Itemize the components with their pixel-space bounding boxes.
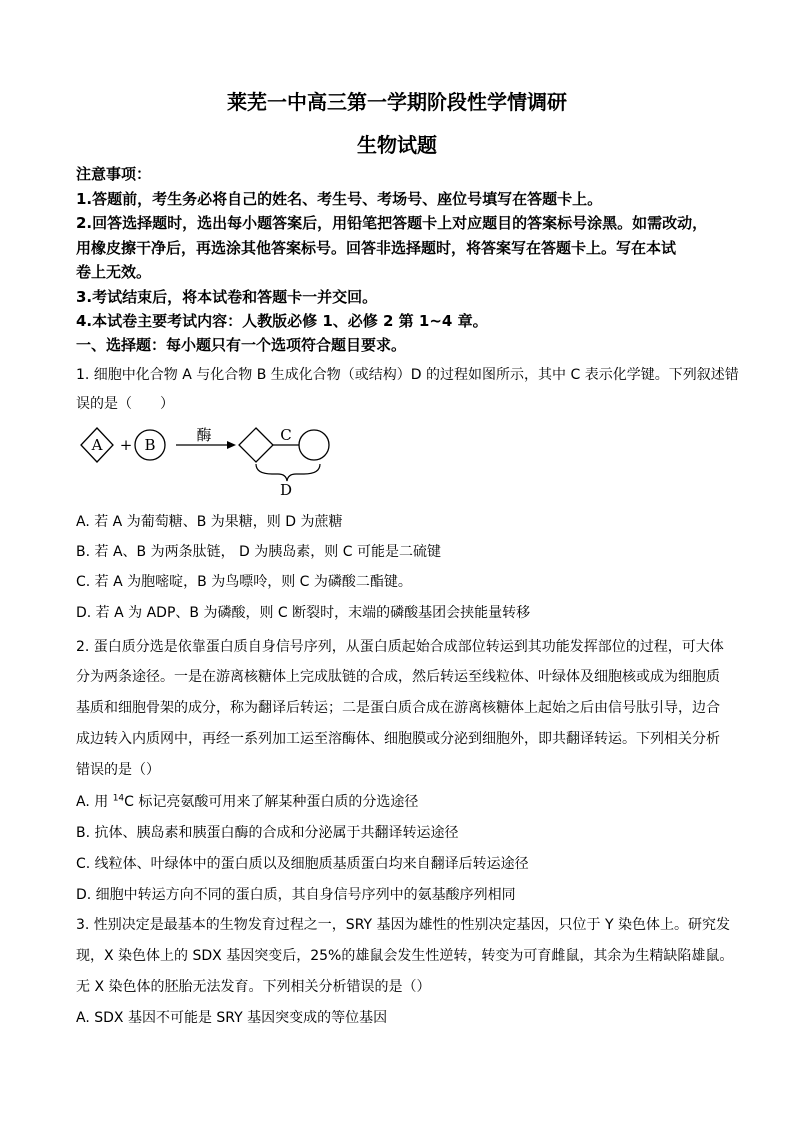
q2-option-a-prefix: A. 用 xyxy=(76,794,113,810)
q1-option-a: A. 若 A 为葡萄糖、B 为果糖，则 D 为蔗糖 xyxy=(76,514,343,530)
notice-line-4: 4.本试卷主要考试内容：人教版必修 1、必修 2 第 1~4 章。 xyxy=(76,312,488,330)
q1-option-b: B. 若 A、B 为两条肽链， D 为胰岛素，则 C 可能是二硫键 xyxy=(76,544,441,560)
exam-subtitle: 生物试题 xyxy=(357,133,437,157)
enzyme-label: 酶 xyxy=(196,426,212,444)
notice-line-2c: 卷上无效。 xyxy=(76,263,152,281)
plus-sign: + xyxy=(119,436,133,454)
diamond-d-shape xyxy=(239,428,273,462)
isotope-mass-number: 14 xyxy=(112,793,125,804)
q1-stem-line-2: 误的是（ ） xyxy=(76,396,174,412)
label-b: B xyxy=(144,436,156,454)
circle-d-shape xyxy=(299,430,329,460)
notice-heading: 注意事项： xyxy=(76,165,152,183)
label-a: A xyxy=(91,436,103,454)
q2-option-b: B. 抗体、胰岛素和胰蛋白酶的合成和分泌属于共翻译转运途径 xyxy=(76,825,459,841)
q2-option-a-text: C 标记亮氨酸可用来了解某种蛋白质的分选途径 xyxy=(124,794,419,810)
q3-stem-line-1: 3. 性别决定是最基本的生物发育过程之一，SRY 基因为雄性的性别决定基因，只位于 Y 染色体上。研究发 xyxy=(76,917,730,933)
label-c: C xyxy=(280,426,292,444)
q2-option-c: C. 线粒体、叶绿体中的蛋白质以及细胞质基质蛋白均来自翻译后转运途径 xyxy=(76,856,529,872)
notice-line-2b: 用橡皮擦干净后，再选涂其他答案标号。回答非选择题时，将答案写在答题卡上。写在本试 xyxy=(76,239,677,257)
section-heading: 一、选择题：每小题只有一个选项符合题目要求。 xyxy=(76,336,407,354)
q2-stem-line-5: 错误的是（） xyxy=(76,762,160,778)
brace-d xyxy=(256,464,320,481)
notice-line-3: 3.考试结束后，将本试卷和答题卡一并交回。 xyxy=(76,288,378,306)
q2-stem-line-1: 2. 蛋白质分选是依靠蛋白质自身信号序列，从蛋白质起始合成部位转运到其功能发挥部位的过程，可大体 xyxy=(76,639,724,655)
q2-option-a xyxy=(76,791,418,811)
notice-line-1: 1.答题前，考生务必将自己的姓名、考生号、考场号、座位号填写在答题卡上。 xyxy=(76,190,603,208)
arrow-head xyxy=(227,441,236,449)
q2-stem-line-4: 成边转入内质网中，再经一系列加工运至溶酶体、细胞膜或分泌到细胞外，即共翻译转运。下列相关分析 xyxy=(76,731,720,747)
q2-stem-line-3: 基质和细胞骨架的成分，称为翻译后转运；二是蛋白质合成在游离核糖体上起始之后由信号肽引导，边合 xyxy=(76,700,720,716)
q1-diagram xyxy=(76,418,346,500)
exam-title: 莱芜一中高三第一学期阶段性学情调研 xyxy=(227,90,567,114)
q1-option-c: C. 若 A 为胞嘧啶，B 为鸟嘌呤，则 C 为磷酸二酯键。 xyxy=(76,574,412,590)
q2-option-d: D. 细胞中转运方向不同的蛋白质，其自身信号序列中的氨基酸序列相同 xyxy=(76,887,516,903)
label-d: D xyxy=(279,481,293,499)
q3-stem-line-2: 现，X 染色体上的 SDX 基因突变后，25%的雄鼠会发生性逆转，转变为可育雌鼠，其余为生精缺陷雄鼠。 xyxy=(76,948,734,964)
q2-stem-line-2: 分为两条途径。一是在游离核糖体上完成肽链的合成，然后转运至线粒体、叶绿体及细胞核或成为细胞质 xyxy=(76,669,720,685)
q3-option-a: A. SDX 基因不可能是 SRY 基因突变成的等位基因 xyxy=(76,1010,388,1026)
notice-line-2a: 2.回答选择题时，选出每小题答案后，用铅笔把答题卡上对应题目的答案标号涂黑。如需改动， xyxy=(76,214,708,232)
q3-stem-line-3: 无 X 染色体的胚胎无法发育。下列相关分析错误的是（） xyxy=(76,979,431,995)
q1-stem-line-1: 1. 细胞中化合物 A 与化合物 B 生成化合物（或结构）D 的过程如图所示，其中 C 表示化学键。下列叙述错 xyxy=(76,367,739,383)
q1-option-d: D. 若 A 为 ADP、B 为磷酸，则 C 断裂时，末端的磷酸基团会挟能量转移 xyxy=(76,605,531,621)
